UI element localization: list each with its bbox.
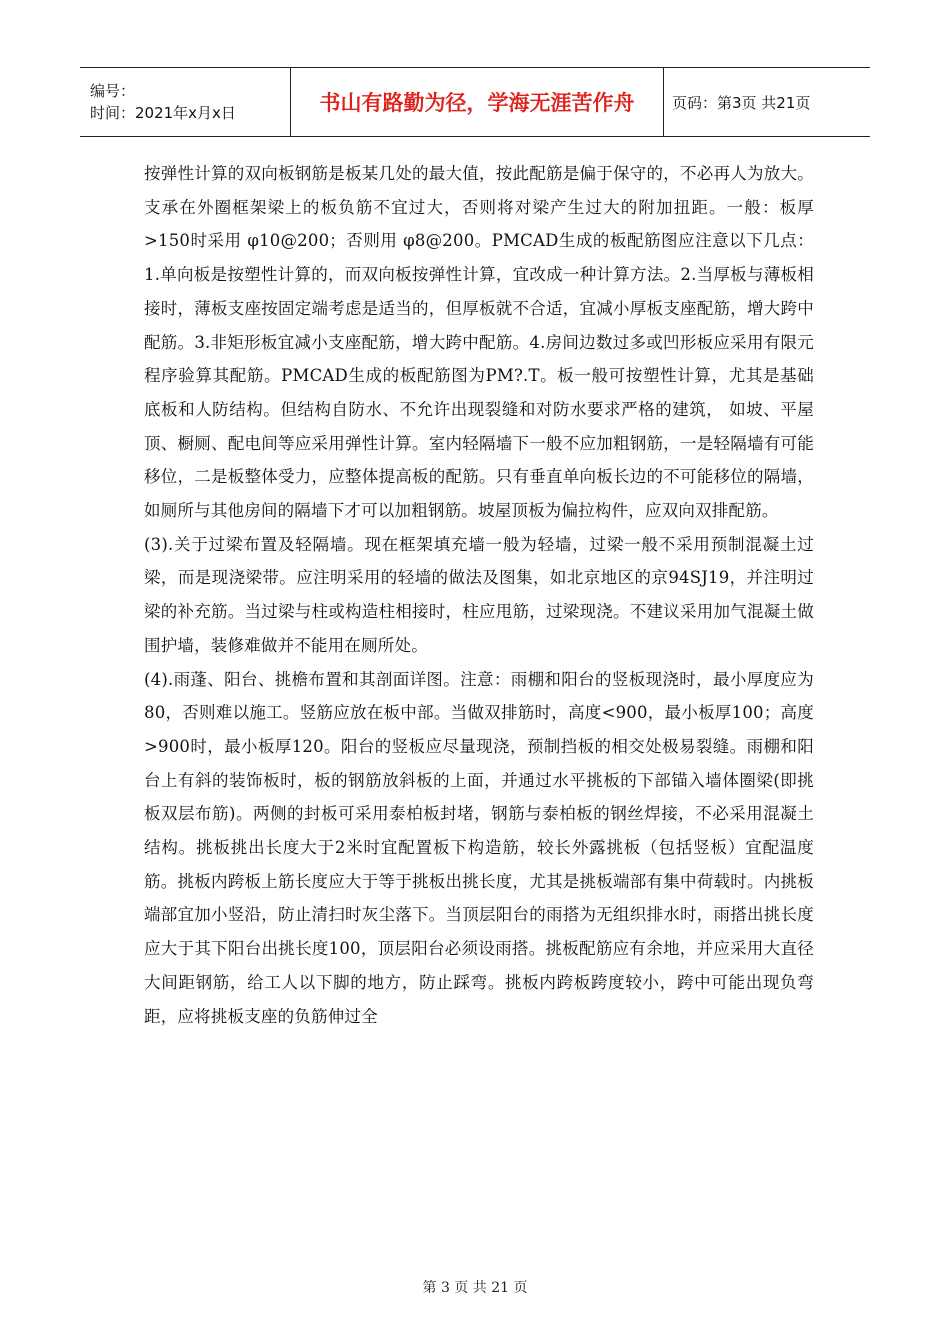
- motto-cell: [291, 68, 664, 137]
- motto-text: 书山有路勤为径，学海无涯苦作舟: [319, 91, 635, 115]
- page-info-text: 页码：第3页 共21页: [672, 93, 811, 112]
- page-footer: [0, 1277, 950, 1297]
- document-body: [144, 157, 814, 1257]
- paragraph-1: 按弹性计算的双向板钢筋是板某几处的最大值，按此配筋是偏于保守的，不必再人为放大。支承在外圈框架梁上的板负筋不宜过大，否则将对梁产生过大的附加扭距。一般：板厚>150时采用 φ10@200；否则用 φ8@200。PMCAD生成的板配筋图应注意以下几点：1.单向板是按塑性计算的，而双向板按弹性计算，宜改成一种计算方法。2.当厚板与薄板相接时，薄板支座按固定端考虑是适当的，但厚板就不合适，宜减小厚板支座配筋，增大跨中配筋。3.非矩形板宜减小支座配筋，增大跨中配筋。4.房间边数过多或凹形板应采用有限元程序验算其配筋。PMCAD生成的板配筋图为PM?.T。板一般可按塑性计算，尤其是基础底板和人防结构。但结构自防水、不允许出现裂缝和对防水要求严格的建筑， 如坡、平屋顶、橱厕、配电间等应采用弹性计算。室内轻隔墙下一般不应加粗钢筋，一是轻隔墙有可能移位，二是板整体受力，应整体提高板的配筋。只有垂直单向板长边的不可能移位的隔墙，如厕所与其他房间的隔墙下才可以加粗钢筋。坡屋顶板为偏拉构件，应双向双排配筋。: [144, 164, 814, 521]
- document-header: [80, 67, 870, 137]
- paragraph-2: (3).关于过梁布置及轻隔墙。现在框架填充墙一般为轻墙，过梁一般不采用预制混凝土过梁，而是现浇梁带。应注明采用的轻墙的做法及图集，如北京地区的京94SJ19，并注明过梁的补充筋。当过梁与柱或构造柱相接时，柱应甩筋，过梁现浇。不建议采用加气混凝土做围护墙，装修难做并不能用在厕所处。: [144, 534, 814, 655]
- time-label: 时间：2021年x月x日: [90, 104, 236, 122]
- paragraph-3: (4).雨蓬、阳台、挑檐布置和其剖面详图。注意：雨棚和阳台的竖板现浇时，最小厚度应为80，否则难以施工。竖筋应放在板中部。当做双排筋时，高度<900，最小板厚100；高度>900时，最小板厚120。阳台的竖板应尽量现浇，预制挡板的相交处极易裂缝。雨棚和阳台上有斜的装饰板时，板的钢筋放斜板的上面，并通过水平挑板的下部锚入墙体圈梁(即挑板双层布筋)。两侧的封板可采用泰柏板封堵，钢筋与泰柏板的钢丝焊接，不必采用混凝土结构。挑板挑出长度大于2米时宜配置板下构造筋，较长外露挑板（包括竖板）宜配温度筋。挑板内跨板上筋长度应大于等于挑板出挑长度，尤其是挑板端部有集中荷载时。内挑板端部宜加小竖沿，防止清扫时灰尘落下。当顶层阳台的雨搭为无组织排水时，雨搭出挑长度应大于其下阳台出挑长度100，顶层阳台必须设雨搭。挑板配筋应有余地，并应采用大直径大间距钢筋，给工人以下脚的地方，防止踩弯。挑板内跨板跨度较小，跨中可能出现负弯距，应将挑板支座的负筋伸过全: [144, 669, 814, 1026]
- footer-page-number: 第 3 页 共 21 页: [422, 1280, 528, 1296]
- header-meta-cell: [80, 68, 291, 137]
- page-info-cell: [664, 68, 871, 137]
- number-label: 编号：: [90, 82, 136, 100]
